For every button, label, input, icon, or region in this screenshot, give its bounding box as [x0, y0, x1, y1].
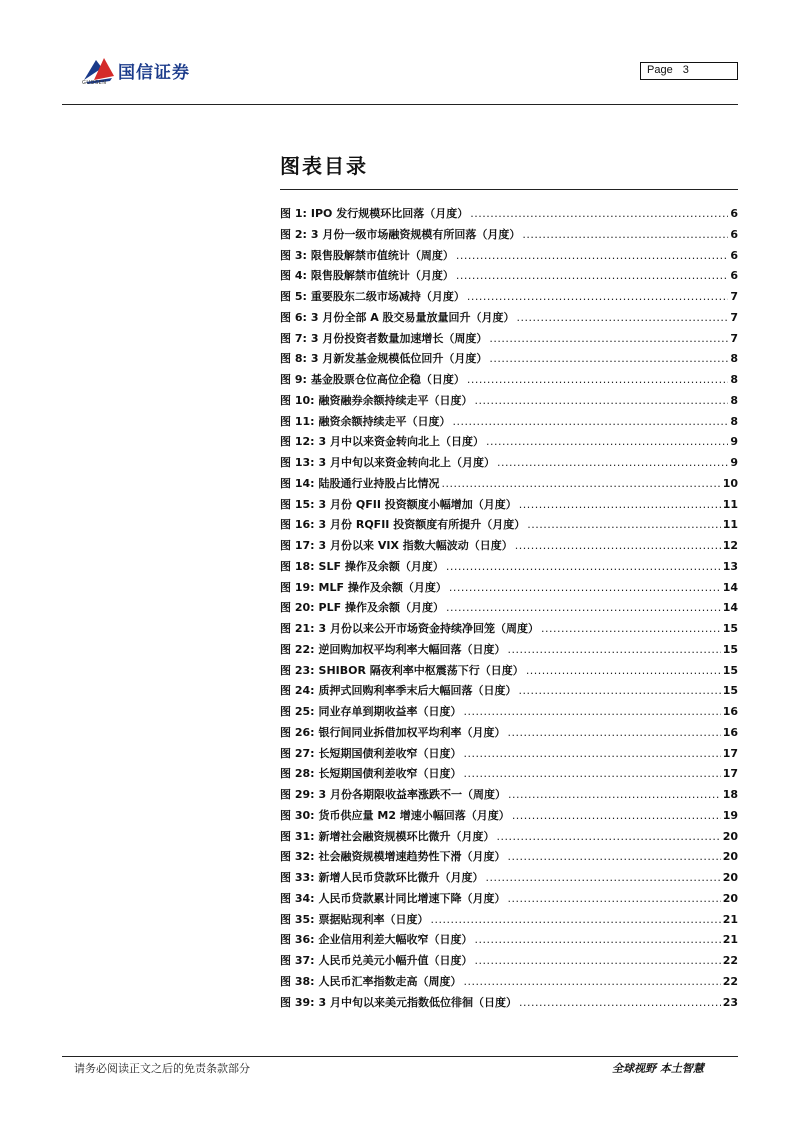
footer-slogan: 全球视野 本土智慧 — [612, 1062, 704, 1075]
toc-entry-label: 图 13: — [280, 456, 315, 469]
toc-entry-page: 6 — [730, 227, 738, 241]
toc-entry-label: 图 14: — [280, 476, 315, 490]
page-indicator — [640, 62, 738, 80]
toc-entry-title: 3 月份 RQFII 投资额度有所提升（月度） — [318, 518, 526, 532]
toc-entry-page: 15 — [722, 684, 738, 698]
toc-entry-page: 22 — [722, 974, 738, 988]
toc-entry[interactable] — [280, 536, 738, 557]
toc-entry-label: 图 19: — [280, 580, 315, 594]
toc-entry-leader — [464, 702, 721, 723]
toc-entry-page: 8 — [730, 352, 738, 366]
toc-entry-title: 质押式回购利率季末后大幅回落（日度） — [318, 684, 517, 698]
page-number: 3 — [682, 64, 689, 76]
toc-entry[interactable] — [280, 246, 738, 267]
toc-entry[interactable] — [280, 225, 738, 246]
toc-entry[interactable] — [280, 930, 738, 951]
toc-entry-title: 3 月新发基金规模低位回升（月度） — [310, 352, 488, 366]
toc-entry-page: 13 — [722, 559, 738, 573]
toc-entry-leader — [489, 329, 728, 350]
toc-entry-page: 15 — [722, 622, 738, 635]
toc-entry-title: 新增人民币贷款环比微升（月度） — [318, 871, 484, 884]
toc-entry-leader — [456, 246, 728, 267]
toc-entry-label: 图 29: — [280, 788, 315, 801]
toc-entry[interactable] — [280, 868, 738, 889]
logo-subtext: GUOSEN — [82, 80, 107, 86]
toc-entry-leader — [475, 951, 721, 972]
toc-entry[interactable] — [280, 889, 738, 910]
toc-entry-title: 新增社会融资规模环比微升（月度） — [318, 829, 495, 843]
toc-entry[interactable] — [280, 723, 738, 744]
toc-entry[interactable] — [280, 619, 738, 640]
toc-entry[interactable] — [280, 495, 738, 516]
toc-entry-leader — [515, 536, 721, 557]
toc-entry-leader — [470, 204, 728, 225]
toc-entry-page: 12 — [722, 539, 738, 552]
toc-entry[interactable] — [280, 370, 738, 391]
toc-entry-page: 18 — [722, 788, 738, 801]
toc-entry[interactable] — [280, 349, 738, 370]
toc-entry[interactable] — [280, 204, 738, 225]
toc-entry-page: 21 — [722, 912, 738, 926]
toc-entry-page: 15 — [722, 663, 738, 677]
toc-entry-page: 6 — [730, 248, 738, 262]
toc-entry[interactable] — [280, 847, 738, 868]
toc-entry-label: 图 37: — [280, 954, 315, 967]
toc-entry[interactable] — [280, 681, 738, 702]
toc-entry-title: 融资余额持续走平（日度） — [318, 414, 451, 428]
toc-entry-label: 图 33: — [280, 871, 315, 884]
toc-entry-page: 14 — [722, 601, 738, 615]
toc-entry-label: 图 27: — [280, 746, 315, 760]
toc-entry-title: 3 月份以来 VIX 指数大幅波动（日度） — [318, 539, 513, 552]
toc-entry-leader — [456, 266, 728, 287]
toc-title: 图表目录 — [280, 154, 368, 178]
toc-entry-label: 图 9: — [280, 373, 307, 386]
toc-entry-title: 限售股解禁市值统计（周度） — [310, 248, 454, 262]
toc-entry-label: 图 18: — [280, 559, 315, 573]
toc-entry[interactable] — [280, 432, 738, 453]
toc-entry[interactable] — [280, 287, 738, 308]
toc-entry-label: 图 5: — [280, 290, 307, 303]
toc-entry-title: 社会融资规模增速趋势性下滑（月度） — [318, 850, 506, 864]
toc-entry-page: 20 — [722, 871, 738, 884]
toc-entry-leader — [464, 744, 721, 765]
toc-entry-title: 重要股东二级市场减持（月度） — [310, 290, 465, 303]
toc-entry-label: 图 36: — [280, 933, 315, 947]
toc-entry-page: 15 — [722, 642, 738, 656]
toc-title-divider — [280, 189, 738, 190]
logo-text: 国信证券 — [118, 63, 190, 83]
toc-entry-title: 限售股解禁市值统计（月度） — [310, 269, 454, 283]
toc-entry[interactable] — [280, 453, 738, 474]
toc-entry-leader — [508, 723, 721, 744]
toc-entry-leader — [442, 474, 721, 495]
toc-entry-page: 9 — [730, 456, 738, 469]
toc-entry-label: 图 16: — [280, 518, 315, 532]
toc-entry-title: 人民币贷款累计同比增速下降（月度） — [318, 891, 506, 905]
toc-entry[interactable] — [280, 785, 738, 806]
toc-entry[interactable] — [280, 412, 738, 433]
toc-entry-leader — [512, 806, 721, 827]
toc-entry-label: 图 32: — [280, 850, 315, 864]
toc-entry-title: 基金股票仓位高位企稳（日度） — [310, 373, 465, 386]
toc-entry-leader — [526, 661, 721, 682]
toc-entry-label: 图 26: — [280, 725, 315, 739]
toc-entry-title: 人民币兑美元小幅升值（日度） — [318, 954, 473, 967]
toc-entry-page: 7 — [730, 310, 738, 324]
page-header — [0, 0, 800, 110]
toc-entry-title: 票据贴现利率（日度） — [318, 912, 429, 926]
toc-entry-page: 17 — [722, 746, 738, 760]
toc-entry-label: 图 22: — [280, 642, 315, 656]
header-divider — [62, 104, 738, 105]
toc-entry-leader — [453, 412, 729, 433]
toc-entry-leader — [508, 847, 721, 868]
toc-entry-label: 图 25: — [280, 705, 315, 718]
toc-entry-leader — [446, 557, 721, 578]
toc-entry-label: 图 34: — [280, 891, 315, 905]
toc-entry-leader — [467, 287, 728, 308]
toc-entry[interactable] — [280, 972, 738, 993]
footer-divider — [62, 1056, 738, 1057]
toc-entry-label: 图 8: — [280, 352, 307, 366]
toc-entry[interactable] — [280, 640, 738, 661]
toc-entry[interactable] — [280, 744, 738, 765]
toc-entry[interactable] — [280, 764, 738, 785]
toc-entry-label: 图 2: — [280, 227, 307, 241]
toc-entry-page: 21 — [722, 933, 738, 947]
toc-entry-page: 9 — [730, 435, 738, 449]
toc-entry-leader — [508, 785, 721, 806]
toc-entry[interactable] — [280, 598, 738, 619]
toc-entry-label: 图 15: — [280, 497, 315, 511]
toc-entry-label: 图 38: — [280, 974, 315, 988]
toc-entry-page: 7 — [730, 290, 738, 303]
toc-entry[interactable] — [280, 578, 738, 599]
toc-entry-title: 融资融券余额持续走平（日度） — [318, 393, 473, 407]
toc-entry-label: 图 23: — [280, 663, 315, 677]
toc-entry-label: 图 24: — [280, 684, 315, 698]
toc-entry-page: 20 — [722, 891, 738, 905]
toc-entry-page: 20 — [722, 829, 738, 843]
toc-entry[interactable] — [280, 515, 738, 536]
toc-entry-label: 图 11: — [280, 414, 315, 428]
toc-entry-label: 图 31: — [280, 829, 315, 843]
toc-entry-leader — [489, 349, 728, 370]
company-logo — [80, 54, 220, 90]
toc-entry[interactable] — [280, 308, 738, 329]
toc-entry-leader — [497, 827, 721, 848]
toc-entry-title: SHIBOR 隔夜利率中枢震荡下行（日度） — [318, 663, 524, 677]
toc-entry-leader — [522, 225, 728, 246]
toc-entry-title: 3 月份以来公开市场资金持续净回笼（周度） — [318, 622, 540, 635]
toc-entry-title: 3 月份一级市场融资规模有所回落（月度） — [310, 227, 521, 241]
toc-list — [280, 204, 738, 1013]
toc-entry[interactable] — [280, 474, 738, 495]
toc-entry-leader — [446, 598, 721, 619]
toc-entry-page: 19 — [722, 808, 738, 822]
toc-entry-page: 8 — [730, 414, 738, 428]
toc-entry-label: 图 28: — [280, 767, 315, 781]
toc-entry-page: 23 — [722, 995, 738, 1009]
toc-entry-label: 图 6: — [280, 310, 307, 324]
toc-entry-page: 20 — [722, 850, 738, 864]
toc-entry-title: 3 月份 QFII 投资额度小幅增加（月度） — [318, 497, 517, 511]
toc-entry-page: 6 — [730, 207, 738, 220]
toc-entry-title: IPO 发行规模环比回落（月度） — [310, 207, 469, 220]
toc-entry-leader — [519, 681, 721, 702]
toc-entry-page: 14 — [722, 580, 738, 594]
toc-entry[interactable] — [280, 391, 738, 412]
toc-entry-label: 图 17: — [280, 539, 315, 552]
toc-entry-page: 6 — [730, 269, 738, 283]
toc-entry-leader — [541, 619, 721, 640]
toc-entry-title: 同业存单到期收益率（日度） — [318, 705, 462, 718]
toc-entry-label: 图 20: — [280, 601, 315, 615]
toc-entry-leader — [527, 515, 720, 536]
toc-entry-leader — [475, 391, 729, 412]
toc-entry-label: 图 3: — [280, 248, 307, 262]
toc-entry-page: 11 — [722, 518, 738, 532]
toc-entry[interactable] — [280, 702, 738, 723]
toc-entry-label: 图 35: — [280, 912, 315, 926]
toc-entry[interactable] — [280, 806, 738, 827]
toc-entry-page: 17 — [722, 767, 738, 781]
toc-entry-label: 图 10: — [280, 393, 315, 407]
toc-entry-leader — [486, 432, 728, 453]
toc-entry-label: 图 12: — [280, 435, 315, 449]
toc-entry-leader — [431, 910, 721, 931]
toc-entry-page: 16 — [722, 705, 738, 718]
toc-entry-leader — [467, 370, 728, 391]
toc-entry[interactable] — [280, 329, 738, 350]
toc-entry[interactable] — [280, 266, 738, 287]
toc-entry-page: 11 — [722, 497, 738, 511]
toc-entry-leader — [464, 764, 721, 785]
toc-entry-title: MLF 操作及余额（月度） — [318, 580, 447, 594]
toc-entry-leader — [497, 453, 728, 474]
toc-entry-label: 图 21: — [280, 622, 315, 635]
page-label: Page — [647, 64, 673, 76]
toc-entry-leader — [517, 308, 729, 329]
toc-entry-leader — [464, 972, 721, 993]
toc-entry[interactable] — [280, 910, 738, 931]
toc-entry-title: 货币供应量 M2 增速小幅回落（月度） — [318, 808, 510, 822]
toc-entry-title: 3 月中旬以来资金转向北上（月度） — [318, 456, 496, 469]
toc-entry-title: 3 月份投资者数量加速增长（周度） — [310, 331, 488, 345]
toc-entry-page: 16 — [722, 725, 738, 739]
toc-entry-title: 银行间同业拆借加权平均利率（月度） — [318, 725, 506, 739]
toc-entry-label: 图 1: — [280, 207, 307, 220]
toc-entry[interactable] — [280, 951, 738, 972]
toc-entry-title: 3 月份全部 A 股交易量放量回升（月度） — [310, 310, 515, 324]
toc-entry[interactable] — [280, 557, 738, 578]
footer-disclaimer: 请务必阅读正文之后的免责条款部分 — [74, 1062, 250, 1075]
toc-entry-title: 3 月中以来资金转向北上（日度） — [318, 435, 485, 449]
toc-entry-leader — [508, 640, 721, 661]
toc-entry-label: 图 7: — [280, 331, 307, 345]
toc-entry-page: 8 — [730, 373, 738, 386]
toc-entry-leader — [519, 993, 721, 1014]
toc-entry-page: 10 — [722, 476, 738, 490]
toc-entry-title: 逆回购加权平均利率大幅回落（日度） — [318, 642, 506, 656]
toc-entry-title: SLF 操作及余额（月度） — [318, 559, 444, 573]
toc-entry-leader — [486, 868, 721, 889]
toc-entry-title: 人民币汇率指数走高（周度） — [318, 974, 462, 988]
toc-entry[interactable] — [280, 993, 738, 1014]
toc-entry-title: 陆股通行业持股占比情况 — [318, 476, 440, 490]
toc-entry[interactable] — [280, 827, 738, 848]
toc-entry[interactable] — [280, 661, 738, 682]
toc-entry-leader — [449, 578, 721, 599]
toc-entry-label: 图 30: — [280, 808, 315, 822]
toc-entry-title: 3 月份各期限收益率涨跌不一（周度） — [318, 788, 507, 801]
toc-entry-label: 图 39: — [280, 995, 315, 1009]
toc-entry-title: 长短期国债利差收窄（日度） — [318, 746, 462, 760]
toc-entry-title: 3 月中旬以来美元指数低位徘徊（日度） — [318, 995, 518, 1009]
toc-entry-leader — [475, 930, 721, 951]
toc-entry-leader — [519, 495, 721, 516]
toc-entry-label: 图 4: — [280, 269, 307, 283]
toc-entry-page: 8 — [730, 393, 738, 407]
toc-entry-leader — [508, 889, 721, 910]
toc-entry-title: 长短期国债利差收窄（日度） — [318, 767, 462, 781]
toc-entry-title: 企业信用利差大幅收窄（日度） — [318, 933, 473, 947]
toc-entry-page: 22 — [722, 954, 738, 967]
toc-entry-page: 7 — [730, 331, 738, 345]
toc-entry-title: PLF 操作及余额（月度） — [318, 601, 444, 615]
